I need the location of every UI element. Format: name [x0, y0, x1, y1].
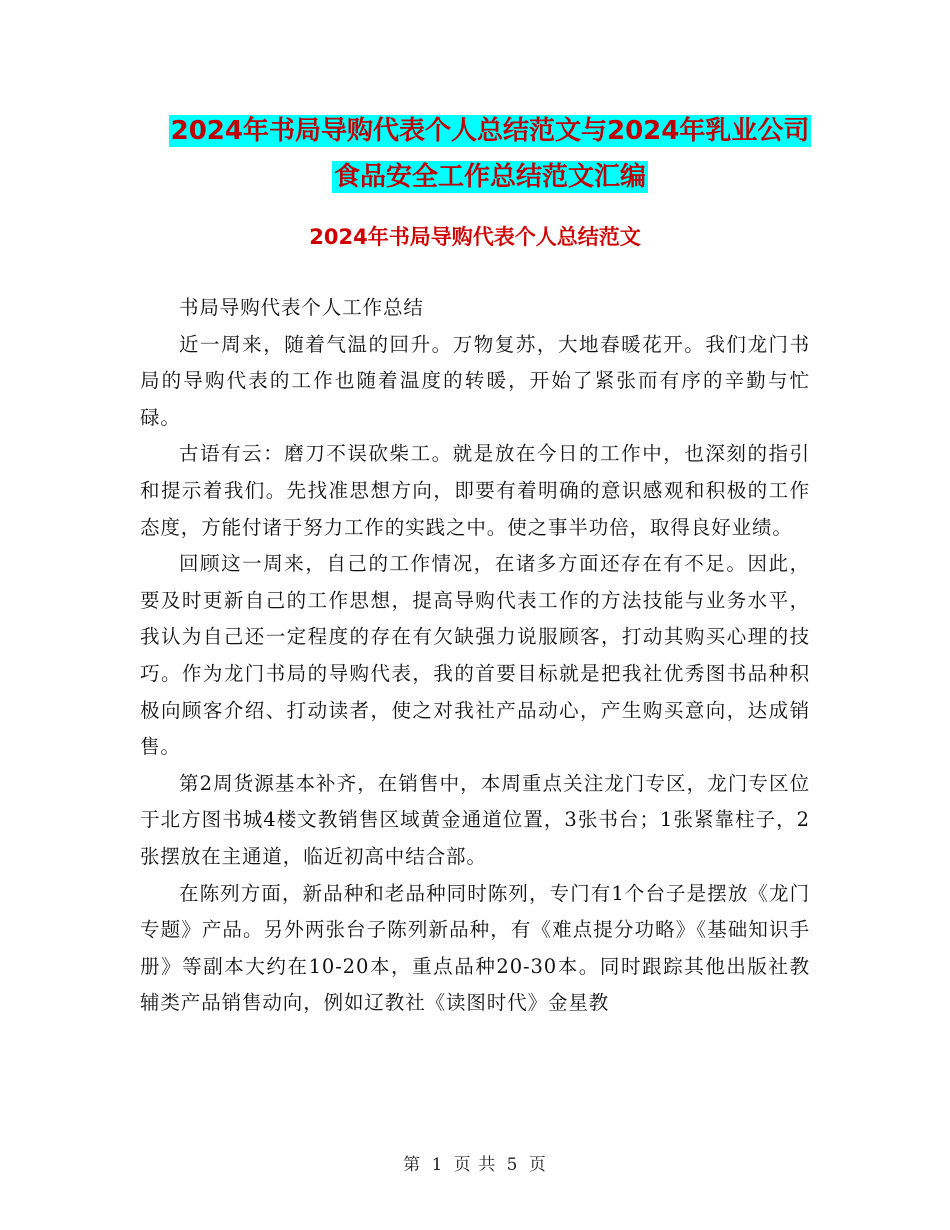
document-body — [140, 290, 810, 1022]
footer-middle: 页 共 — [453, 1155, 497, 1175]
paragraph: 回顾这一周来，自己的工作情况，在诸多方面还存在有不足。因此，要及时更新自己的工作思想，提高导购代表工作的方法技能与业务水平，我认为自己还一定程度的存在有欠缺强力说服顾客，打动其购买心理的技巧。作为龙门书局的导购代表，我的首要目标就是把我社优秀图书品种积极向顾客介绍、打动读者，使之对我社产品动心，产生购买意向，达成销售。 — [140, 552, 810, 759]
paragraph: 近一周来，随着气温的回升。万物复苏，大地春暖花开。我们龙门书局的导购代表的工作也随着温度的转暖，开始了紧张而有序的辛勤与忙碌。 — [140, 332, 810, 429]
footer-page-current: 1 — [431, 1155, 444, 1175]
paragraph: 古语有云：磨刀不误砍柴工。就是放在今日的工作中，也深刻的指引和提示着我们。先找准思想方向，即要有着明确的意识感观和积极的工作态度，方能付诸于努力工作的实践之中。使之事半功倍，取得良好业绩。 — [140, 442, 810, 539]
footer-page-total: 5 — [506, 1155, 519, 1175]
document-title — [150, 108, 830, 200]
footer-suffix: 页 — [528, 1155, 547, 1175]
footer-prefix: 第 — [403, 1155, 422, 1175]
document-title-line-1: 2024年书局导购代表个人总结范文与2024年乳业公司 — [170, 116, 810, 146]
paragraph: 在陈列方面，新品种和老品种同时陈列，专门有1个台子是摆放《龙门专题》产品。另外两张台子陈列新品种，有《难点提分功略》《基础知识手册》等副本大约在10-20本，重点品种20-30本。同时跟踪其他出版社教辅类产品销售动向，例如辽教社《读图时代》金星教 — [140, 881, 810, 1015]
page-footer — [0, 1153, 950, 1177]
document-title-line-2: 食品安全工作总结范文汇编 — [333, 162, 646, 192]
paragraph-subtitle: 书局导购代表个人工作总结 — [179, 296, 424, 319]
section-title: 2024年书局导购代表个人总结范文 — [309, 225, 641, 249]
paragraph: 第2周货源基本补齐，在销售中，本周重点关注龙门专区，龙门专区位于北方图书城4楼文教销售区域黄金通道位置，3张书台；1张紧靠柱子，2张摆放在主通道，临近初高中结合部。 — [140, 771, 810, 868]
